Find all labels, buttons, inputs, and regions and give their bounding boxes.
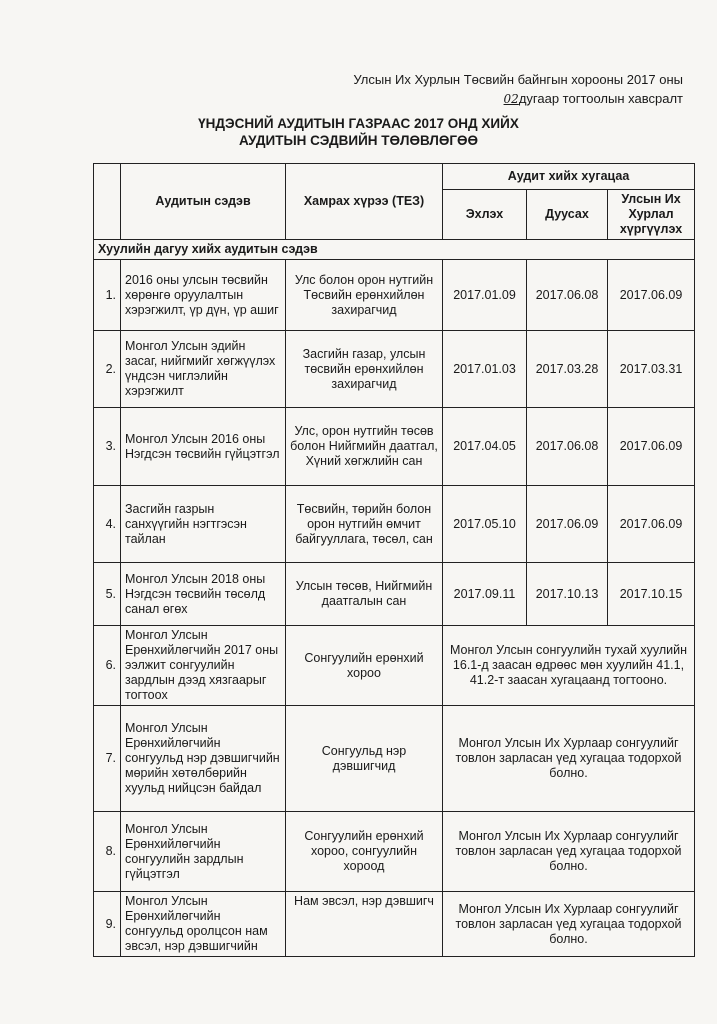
header-scope: Хамрах хүрээ (ТЕЗ) (286, 164, 443, 240)
row-submit-date: 2017.10.15 (608, 563, 695, 626)
table-row (94, 260, 695, 331)
document-title (0, 115, 717, 149)
row-submit-date: 2017.06.09 (608, 486, 695, 563)
table-row (94, 486, 695, 563)
row-topic: Монгол Улсын 2018 оны Нэгдсэн төсвийн төсөлд санал өгөх (121, 563, 286, 626)
row-start-date: 2017.01.09 (443, 260, 527, 331)
row-end-date: 2017.06.08 (527, 408, 608, 486)
table-row (94, 706, 695, 812)
row-topic: Засгийн газрын санхүүгийн нэгтгэсэн тайлан (121, 486, 286, 563)
table-row (94, 626, 695, 706)
row-scope: Улсын төсөв, Нийгмийн даатгалын сан (286, 563, 443, 626)
row-scope: Төсвийн, төрийн болон орон нутгийн өмчит байгууллага, төсөл, сан (286, 486, 443, 563)
row-end-date: 2017.03.28 (527, 331, 608, 408)
table-row (94, 563, 695, 626)
row-end-date: 2017.06.08 (527, 260, 608, 331)
row-scope: Сонгуульд нэр дэвшигчид (286, 706, 443, 812)
row-number: 9. (94, 892, 121, 957)
row-number: 8. (94, 812, 121, 892)
header-end: Дуусах (527, 190, 608, 240)
row-end-date: 2017.06.09 (527, 486, 608, 563)
row-scope: Нам эвсэл, нэр дэвшигч (286, 892, 443, 957)
header-line-2-text: дугаар тогтоолын хавсралт (518, 91, 683, 106)
row-topic: Монгол Улсын Ерөнхийлөгчийн 2017 оны ээлжит сонгуулийн зардлын дээд хязгаарыг тогтоох (121, 626, 286, 706)
row-number: 6. (94, 626, 121, 706)
title-line-1: ҮНДЭСНИЙ АУДИТЫН ГАЗРААС 2017 ОНД ХИЙХ (198, 116, 519, 131)
row-start-date: 2017.04.05 (443, 408, 527, 486)
row-scope: Засгийн газар, улсын төсвийн ерөнхийлөн захирагчид (286, 331, 443, 408)
header-number (94, 164, 121, 240)
row-topic: Монгол Улсын Ерөнхийлөгчийн сонгуульд нэр дэвшигчийн мөрийн хөтөлбөрийн хуульд нийцсэн байдал (121, 706, 286, 812)
row-scope: Улс, орон нутгийн төсөв болон Нийгмийн даатгал, Хүний хөгжлийн сан (286, 408, 443, 486)
title-line-2: АУДИТЫН СЭДВИЙН ТӨЛӨВЛӨГӨӨ (238, 133, 479, 148)
row-scope: Сонгуулийн ерөнхий хороо (286, 626, 443, 706)
row-start-date: 2017.09.11 (443, 563, 527, 626)
header-submit: Улсын Их Хурлал хүргүүлэх (608, 190, 695, 240)
row-scope: Сонгуулийн ерөнхий хороо, сонгуулийн хороод (286, 812, 443, 892)
header-start: Эхлэх (443, 190, 527, 240)
table-row (94, 331, 695, 408)
handwritten-number: 02 (503, 92, 519, 106)
row-number: 3. (94, 408, 121, 486)
row-topic: Монгол Улсын эдийн засаг, нийгмийг хөгжүүлэх үндсэн чиглэлийн хэрэгжилт (121, 331, 286, 408)
row-number: 5. (94, 563, 121, 626)
row-timeline-note: Монгол Улсын Их Хурлаар сонгуулийг товлон зарласан үед хугацаа тодорхой болно. (443, 892, 695, 957)
row-topic: Монгол Улсын Ерөнхийлөгчийн сонгуулийн зардлын гүйцэтгэл (121, 812, 286, 892)
row-topic: Монгол Улсын 2016 оны Нэгдсэн төсвийн гүйцэтгэл (121, 408, 286, 486)
row-timeline-note: Монгол Улсын Их Хурлаар сонгуулийг товлон зарласан үед хугацаа тодорхой болно. (443, 706, 695, 812)
row-end-date: 2017.10.13 (527, 563, 608, 626)
row-start-date: 2017.01.03 (443, 331, 527, 408)
row-number: 1. (94, 260, 121, 331)
row-number: 7. (94, 706, 121, 812)
header-topic: Аудитын сэдэв (121, 164, 286, 240)
header-line-1: Улсын Их Хурлын Төсвийн байнгын хорооны 2017 оны (353, 72, 683, 87)
section-label: Хуулийн дагуу хийх аудитын сэдэв (94, 240, 695, 260)
row-timeline-note: Монгол Улсын Их Хурлаар сонгуулийг товлон зарласан үед хугацаа тодорхой болно. (443, 812, 695, 892)
header-line-2 (353, 89, 683, 109)
row-submit-date: 2017.03.31 (608, 331, 695, 408)
table-row (94, 408, 695, 486)
header-timeline: Аудит хийх хугацаа (443, 164, 695, 190)
row-submit-date: 2017.06.09 (608, 260, 695, 331)
row-number: 2. (94, 331, 121, 408)
row-topic: 2016 оны улсын төсвийн хөрөнгө оруулалтын хэрэгжилт, үр дүн, үр ашиг (121, 260, 286, 331)
table-row (94, 812, 695, 892)
table-row (94, 892, 695, 957)
row-scope: Улс болон орон нутгийн Төсвийн ерөнхийлөн захирагчид (286, 260, 443, 331)
audit-plan-table (93, 163, 695, 957)
appendix-header-note (353, 70, 683, 109)
row-topic: Монгол Улсын Ерөнхийлөгчийн сонгуульд оролцсон нам эвсэл, нэр дэвшигчийн (121, 892, 286, 957)
row-start-date: 2017.05.10 (443, 486, 527, 563)
row-number: 4. (94, 486, 121, 563)
row-submit-date: 2017.06.09 (608, 408, 695, 486)
row-timeline-note: Монгол Улсын сонгуулийн тухай хуулийн 16.1-д заасан өдрөөс мөн хуулийн 41.1, 41.2-т заасан хугацаанд тогтооно. (443, 626, 695, 706)
